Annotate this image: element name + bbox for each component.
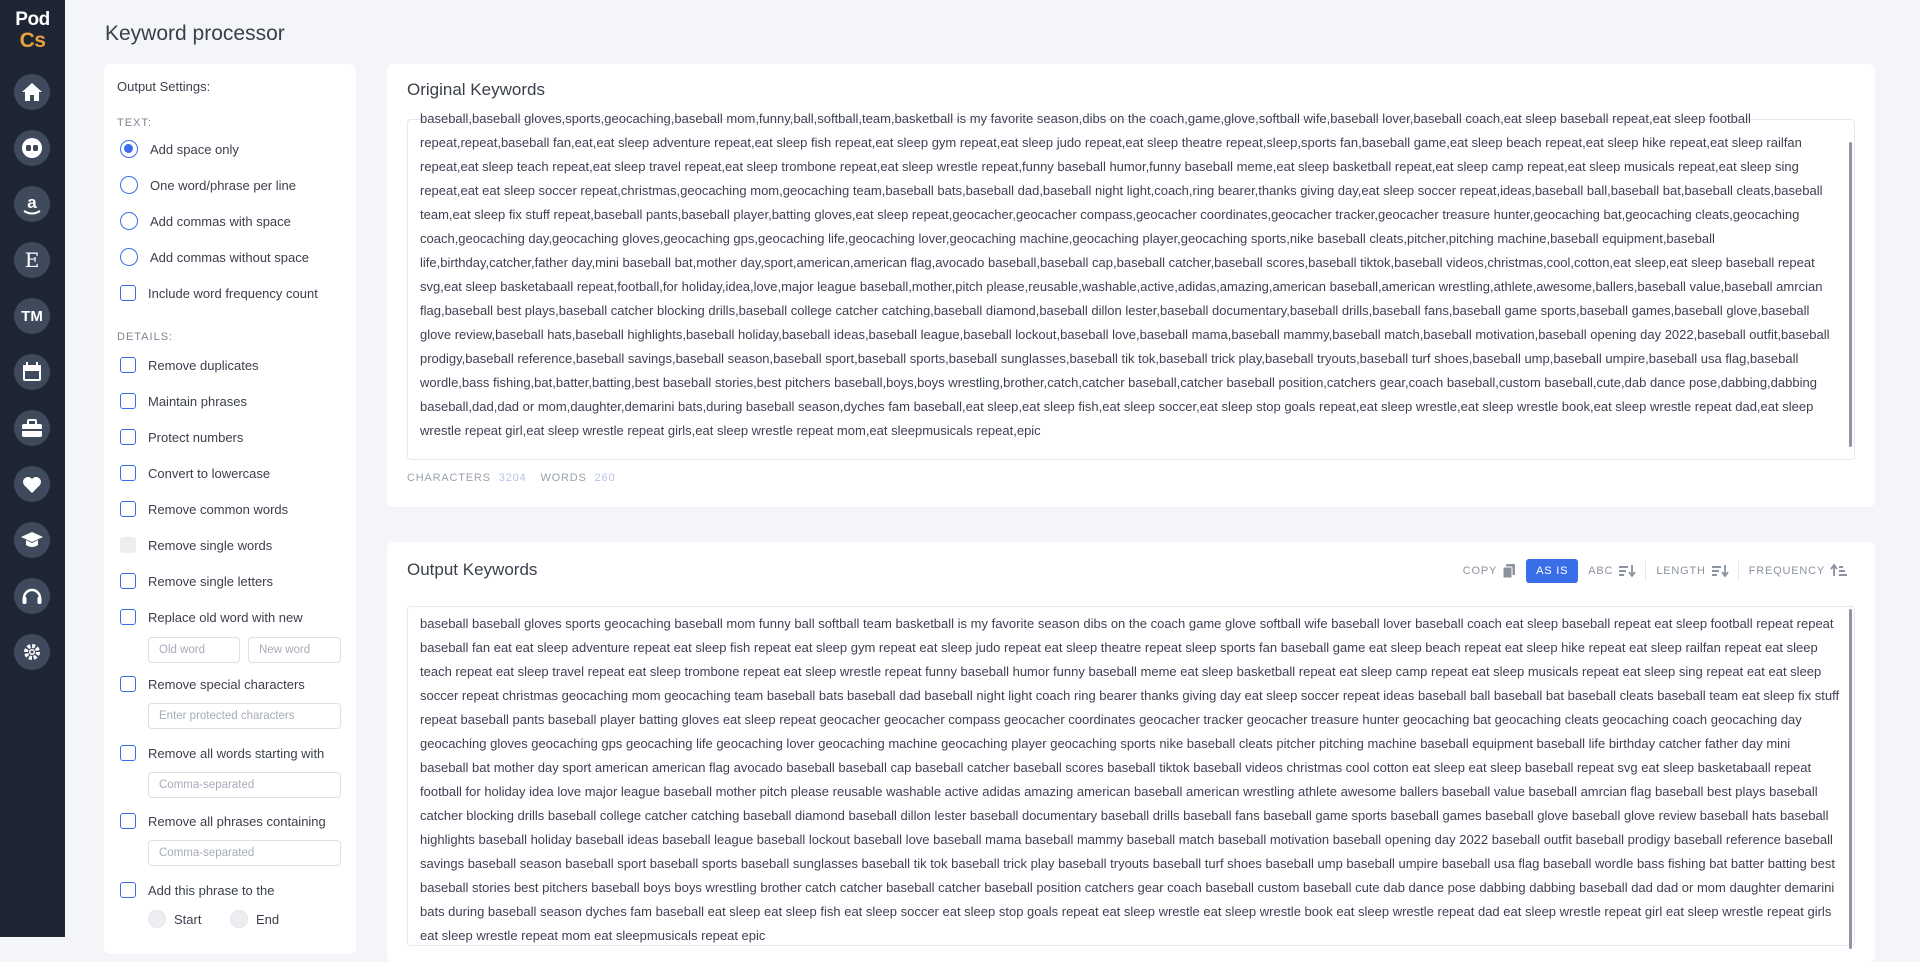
radio-commas-with-space[interactable] [120,212,291,230]
svg-text:TM: TM [21,308,43,325]
settings-gear-icon [14,634,50,670]
checkbox-label: Include word frequency count [148,285,318,301]
checkbox-remove-duplicates[interactable] [120,357,259,373]
checkbox-word-frequency[interactable] [120,285,318,301]
checkbox-replace-word[interactable] [120,609,303,625]
checkbox[interactable] [120,882,136,898]
logo-line1: Pod [15,9,50,30]
sort-length-button[interactable] [1646,559,1737,583]
heart-icon [14,466,50,502]
svg-text:E: E [24,248,40,272]
as-is-label: AS IS [1536,565,1569,577]
radio-label: End [256,911,280,927]
checkbox-label: Convert to lowercase [148,465,271,481]
radio-button[interactable] [148,910,166,928]
radio-one-per-line[interactable] [120,176,296,194]
checkbox-add-phrase[interactable] [120,882,274,898]
checkbox[interactable] [120,357,136,373]
characters-label: CHARACTERS [407,472,491,484]
checkbox-remove-special-characters[interactable] [120,676,305,692]
checkbox-label: Remove special characters [148,676,305,692]
home-icon [14,74,50,110]
checkbox-label: Remove all phrases containing [148,813,326,829]
checkbox-remove-single-words[interactable] [120,537,272,553]
original-scrollbar[interactable] [1849,142,1852,447]
checkbox[interactable] [120,537,136,553]
checkbox-label: Remove all words starting with [148,745,325,761]
checkbox[interactable] [120,676,136,692]
etsy-icon [14,242,50,278]
text-section-label: TEXT: [117,117,152,129]
checkbox-label: Remove duplicates [148,357,259,373]
nav-support[interactable] [14,578,50,614]
output-keywords-text: baseball baseball gloves sports geocaching baseball mom funny ball softball team basketball is my favorite season dibs on the coach game glove softball wife baseball lover baseball coach eat sleep baseball repeat eat sleep football repeat repeat baseball fan eat eat sleep adventure repeat eat sleep fish repeat eat sleep gym repeat eat sleep judo repeat eat sleep theatre repeat sleep sports fan baseball game eat sleep beach repeat eat sleep hike repeat eat sleep railfan repeat eat sleep teach repeat eat sleep travel repeat eat sleep trombone repeat eat sleep wrestle repeat funny baseball humor funny baseball meme eat sleep basketball repeat eat sleep camp repeat eat sleep musicals repeat eat sleep sing repeat eat eat sleep soccer repeat christmas geocaching mom geocaching team baseball bats baseball dad baseball night light coach ring bearer thanks giving day eat sleep soccer repeat ideas baseball ball baseball bat baseball cleats baseball team eat sleep fix stuff repeat baseball pants baseball player batting gloves eat sleep repeat geocacher geocacher compass geocacher coordinates geocacher tracker geocacher treasure hunter geocaching bat geocaching cleats geocaching coach geocaching day geocaching gloves geocaching gps geocaching life geocaching lover geocaching machine geocaching player geocaching sports nike baseball cleats pitcher pitching machine baseball equipment baseball life birthday catcher father day mini baseball bat mother day sport american american flag avocado baseball baseball cap baseball catcher baseball scores baseball tiktok baseball videos christmas cool cotton eat sleep eat sleep baseball repeat svg eat sleep basketabaall repeat football for holiday idea love major league baseball mother pitch please reusable washable active adidas amazing american baseball american wrestling athlete awesome ballers baseball value baseball amrcian flag baseball best plays baseball catcher blocking drills baseball college catcher catching baseball diamond baseball dillon lester baseball documentary baseball drills baseball fans baseball game sports baseball games baseball glove baseball glove review baseball hats baseball highlights baseball holiday baseball ideas baseball league baseball lockout baseball love baseball mama baseball mammy baseball match baseball motivation baseball opening day 2022 baseball outfit baseball prodigy baseball reference baseball savings baseball season baseball sport baseball sports baseball sunglasses baseball tik tok baseball trick play baseball tryouts baseball turf shoes baseball ump baseball umpire baseball usa flag baseball wordle bass fishing bat batter batting best baseball stories best pitchers baseball boys boys wrestling brother catch catcher baseball catcher baseball position catchers gear coach baseball custom baseball cute dab dance pose dabbing dabbing baseball dad dad or mom daughter demarini bats during baseball season dyches fam baseball eat sleep eat sleep fish eat sleep soccer eat sleep stop goals repeat eat sleep wrestle eat sleep wrestle book eat sleep wrestle repeat dad eat sleep wrestle repeat girl eat sleep wrestle repeat girls eat sleep wrestle repeat mom eat sleepmusicals repeat epic [420,616,1840,943]
words-label: WORDS [540,472,587,484]
output-settings-panel [104,64,356,954]
toolbox-icon [14,410,50,446]
amazon-icon [14,186,50,222]
copy-label: COPY [1462,565,1498,577]
original-keywords-card [387,64,1875,507]
sort-ascending-icon [1831,565,1847,577]
sort-frequency-button[interactable] [1739,559,1857,583]
original-keywords-textarea[interactable] [407,111,1855,460]
radio-button[interactable] [120,140,138,158]
frequency-label: FREQUENCY [1748,565,1825,577]
checkbox-protect-numbers[interactable] [120,429,243,445]
nav-etsy[interactable] [14,242,50,278]
copy-icon [1503,564,1516,578]
checkbox[interactable] [120,573,136,589]
checkbox-label: Add this phrase to the [148,882,275,898]
radio-label: Add commas without space [150,249,309,265]
checkbox-remove-words-starting[interactable] [120,745,324,761]
sort-as-is-button[interactable] [1526,559,1578,583]
details-section-label: DETAILS: [117,331,174,343]
radio-button[interactable] [120,248,138,266]
checkbox-label: Maintain phrases [148,393,247,409]
svg-text:a: a [27,193,37,212]
checkbox-label: Protect numbers [148,429,244,445]
output-keywords-title: Output Keywords [407,560,538,579]
checkbox[interactable] [120,745,136,761]
characters-count: 3204 [498,472,527,484]
radio-commas-without-space[interactable] [120,248,309,266]
abc-label: ABC [1588,565,1614,577]
radio-label: Start [174,911,202,927]
redbubble-icon [14,130,50,166]
settings-header: Output Settings: [117,79,211,94]
checkbox-label: Remove single letters [148,573,273,589]
words-count: 260 [594,472,616,484]
output-scrollbar[interactable] [1849,609,1852,949]
graduation-cap-icon [14,522,50,558]
nav-trademark[interactable] [14,298,50,334]
calendar-icon [14,354,50,390]
radio-add-space-only[interactable] [120,140,239,158]
nav-settings[interactable] [14,634,50,670]
radio-position-start[interactable] [148,910,201,928]
checkbox[interactable] [120,813,136,829]
checkbox-remove-single-letters[interactable] [120,573,273,589]
checkbox[interactable] [120,501,136,517]
original-stats [407,472,629,484]
protected-characters-input[interactable] [148,703,341,729]
new-word-input[interactable] [248,637,341,663]
checkbox-remove-common-words[interactable] [120,501,288,517]
radio-position-end[interactable] [230,910,279,928]
checkbox-label: Remove common words [148,501,289,517]
checkbox[interactable] [120,465,136,481]
headset-icon [14,578,50,614]
sidebar [0,0,65,937]
phrases-containing-input[interactable] [148,840,341,866]
checkbox[interactable] [120,609,136,625]
page-title: Keyword processor [105,22,285,45]
nav-toolbox[interactable] [14,410,50,446]
output-keywords-card [387,542,1875,962]
trademark-icon [14,298,50,334]
copy-button[interactable] [1453,559,1526,583]
nav-amazon[interactable] [14,186,50,222]
sort-abc-button[interactable] [1578,559,1645,583]
checkbox[interactable] [120,429,136,445]
logo-line2: Cs [19,29,46,52]
radio-button[interactable] [120,176,138,194]
checkbox-convert-lowercase[interactable] [120,465,270,481]
output-toolbar [1453,559,1857,583]
output-keywords-textarea[interactable] [407,606,1855,946]
nav-calendar[interactable] [14,354,50,390]
radio-label: One word/phrase per line [150,177,296,193]
radio-button[interactable] [230,910,248,928]
checkbox-label: Remove single words [148,537,273,553]
radio-label: Add commas with space [150,213,291,229]
nav-favorites[interactable] [14,466,50,502]
original-keywords-title: Original Keywords [407,80,545,99]
checkbox[interactable] [120,285,136,301]
checkbox[interactable] [120,393,136,409]
nav-redbubble[interactable] [14,130,50,166]
radio-button[interactable] [120,212,138,230]
checkbox-label: Replace old word with new [148,609,303,625]
sort-descending-icon [1712,565,1728,577]
old-word-input[interactable] [148,637,240,663]
checkbox-remove-phrases-containing[interactable] [120,813,326,829]
radio-label: Add space only [150,141,239,157]
sort-descending-icon [1619,565,1635,577]
original-keywords-text: baseball,baseball gloves,sports,geocaching,baseball mom,funny,ball,softball,team,basketball is my favorite season,dibs on the coach,game,glove,softball wife,baseball lover,baseball coach,eat sleep baseball repeat,eat sleep football repeat,repeat,baseball fan,eat,eat sleep adventure repeat,eat sleep fish repeat,eat sleep gym repeat,eat sleep judo repeat,eat sleep theatre repeat,sleep,sports fan,baseball game,eat sleep beach repeat,eat sleep hike repeat,eat sleep railfan repeat,eat sleep teach repeat,eat sleep travel repeat,eat sleep trombone repeat,eat sleep wrestle repeat,funny baseball humor,funny baseball meme,eat sleep basketball repeat,eat sleep camp repeat,eat sleep musicals repeat,eat sleep sing repeat,eat eat sleep soccer repeat,christmas,geocaching mom,geocaching team,baseball bats,baseball dad,baseball night light,coach,ring bearer,thanks giving day,eat sleep soccer repeat,ideas,baseball ball,baseball bat,baseball cleats,baseball team,eat sleep fix stuff repeat,baseball pants,baseball player,batting gloves,eat sleep repeat,geocacher,geocacher compass,geocacher coordinates,geocacher tracker,geocacher treasure hunter,geocaching bat,geocaching cleats,geocaching coach,geocaching day,geocaching gloves,geocaching gps,geocaching life,geocaching lover,geocaching machine,geocaching player,geocaching sports,nike baseball cleats,pitcher,pitching machine,baseball equipment,baseball life,birthday,catcher,father day,mini baseball bat,mother day,sport,american,american flag,avocado baseball,baseball cap,baseball catcher,baseball scores,baseball tiktok,baseball videos,christmas,cool,cotton,eat sleep,eat sleep baseball repeat svg,eat sleep basketabaall repeat,football,for holiday,idea,love,major league baseball,mother,pitch please,reusable,washable,active,adidas,amazing,american baseball,american wrestling,athlete,awesome,ballers,baseball value,baseball amrcian flag,baseball best plays,baseball catcher blocking drills,baseball college catcher catching,baseball diamond,baseball dillon lester,baseball documentary,baseball drills,baseball fans,baseball game sports,baseball games,baseball glove,baseball glove review,baseball hats,baseball highlights,baseball holiday,baseball ideas,baseball league,baseball lockout,baseball love,baseball mama,baseball mammy,baseball match,baseball motivation,baseball opening day 2022,baseball outfit,baseball prodigy,baseball reference,baseball savings,baseball season,baseball sport,baseball sports,baseball sunglasses,baseball tik tok,baseball trick play,baseball tryouts,baseball turf shoes,baseball ump,baseball umpire,baseball usa flag,baseball wordle,bass fishing,bat,batter,batting,best baseball stories,best pitchers baseball,boys,boys wrestling,brother,catch,catcher baseball,catcher baseball position,catchers gear,coach baseball,custom baseball,cute,dab dance pose,dabbing,dabbing baseball,dad,dad or mom,daughter,demarini bats,during baseball season,dyches fam baseball,eat sleep,eat sleep fish,eat sleep soccer,eat sleep stop goals repeat,eat sleep wrestle,eat sleep wrestle book,eat sleep wrestle repeat dad,eat sleep wrestle repeat girl,eat sleep wrestle repeat girls,eat sleep wrestle repeat mom,eat sleepmusicals repeat,epic [420,111,1830,438]
length-label: LENGTH [1656,565,1706,577]
nav-education[interactable] [14,522,50,558]
checkbox-maintain-phrases[interactable] [120,393,247,409]
words-starting-input[interactable] [148,772,341,798]
app-logo[interactable] [0,10,65,51]
nav-home[interactable] [14,74,50,110]
